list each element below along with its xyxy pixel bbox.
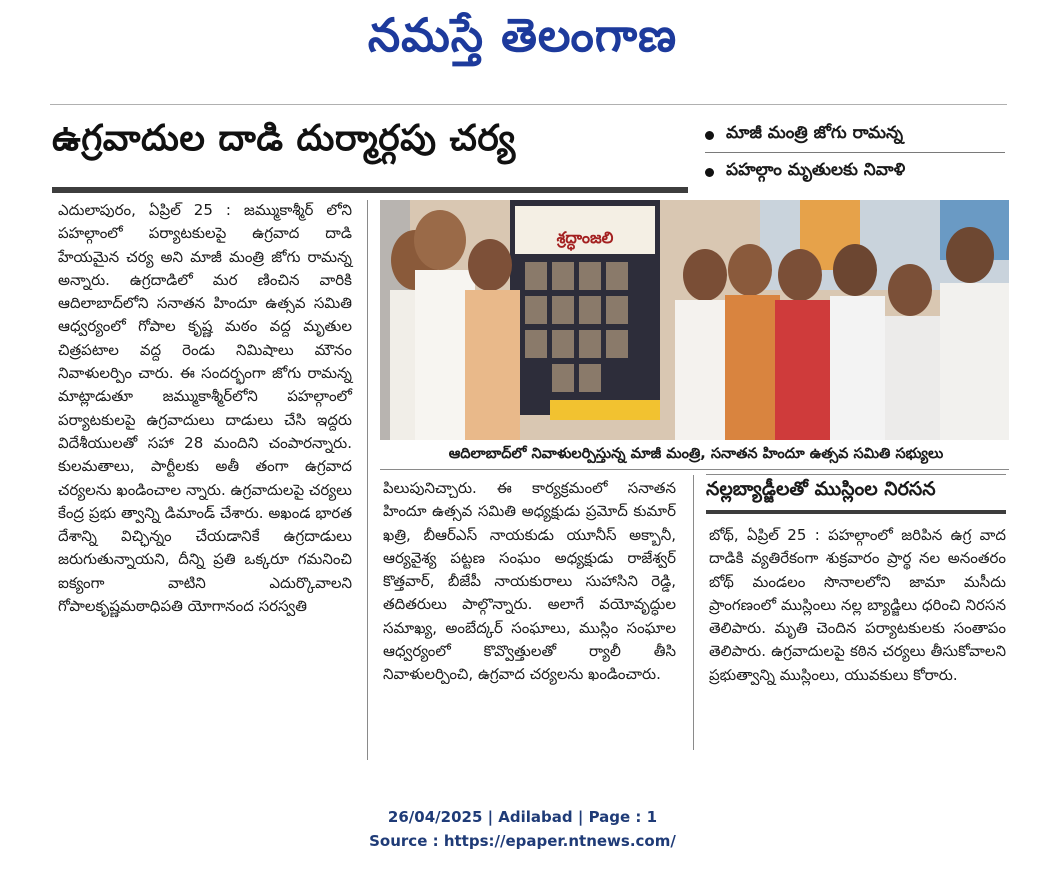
news-photo [380,200,1009,440]
column-divider [693,475,694,750]
column-divider [367,200,368,760]
caption-rule [380,469,1009,470]
footer-source: Source : https://epaper.ntnews.com/ [369,832,676,850]
masthead-logo: నమస్తే తెలంగాణ [367,8,678,62]
bullet-text: మాజీ మంత్రి జోగు రామన్న [726,123,903,143]
subarticle-top-rule [706,474,1006,475]
subarticle-headline-rule [706,510,1006,514]
article-column-left [58,199,352,618]
article-headline: ఉగ్రవాదుల దాడి దుర్మార్గపు చర్య [52,118,516,159]
photo-caption: ఆదిలాబాద్‌లో నివాళులర్పిస్తున్న మాజీ మంత్రి, సనాతన హిందూ ఉత్సవ సమితి సభ్యులు [448,446,944,462]
bullet-icon [705,168,714,177]
bullet-text: పహల్గాం మృతులకు నివాళి [726,160,906,180]
bullet-divider [705,152,1005,153]
subarticle-headline: నల్లబ్యాడ్జీలతో ముస్లింల నిరసన [706,478,936,500]
footer-dateline: 26/04/2025 | Adilabad | Page : 1 [387,808,658,826]
article-column-mid [383,477,676,687]
bullet-point [705,120,1005,150]
headline-bullets [705,120,1005,187]
article-text: బోథ్, ఏప్రిల్ 25 : పహల్గాంలో జరిపిన ఉగ్ర వాద దాడికి వ్యతిరేకంగా శుక్రవారం ప్రార్థ నల అనంతరం బోథ్ మండలం సొనాలలోని జామా మసీదు ప్రాంగణంలో ముస్లింలు నల్ల బ్యాడ్జిలు ధరించి నిరసన తెలిపారు. మృతి చెందిన పర్యాటకులకు సంతాపం తెలిపారు. ఉగ్రవాదులపై కఠిన చర్యలు తీసుకోవాలని ప్రభుత్వాన్ని ముస్లింలు, యువకులు కోరారు. [709,526,1006,684]
subarticle-body [709,524,1006,687]
article-text: ఎదులాపురం, ఏప్రిల్ 25 : జమ్ముకాశ్మీర్ లోని పహల్గాంలో పర్యాటకులపై ఉగ్రవాద దాడి హేయమైన చర్య అని మాజీ మంత్రి జోగు రామన్న అన్నారు. ఉగ్రదాడిలో మర ణించిన వారికి ఆదిలాబాద్‌లోని సనాతన హిందూ ఉత్సవ సమితి ఆధ్వర్యంలో గోపాల కృష్ణ మఠం వద్ద మృతుల చిత్రపటాల వద్ద రెండు నిమిషాలు మౌనం నివాళులర్పిం చారు. ఈ సందర్భంగా జోగు రామన్న మాట్లాడుతూ జమ్ముకాశ్మీర్‌లోని పహల్గాంలో పర్యాటకులపై ఉగ్రవాదులు దాడులు చేసి ఇద్దరు విదేశీయులతో సహా 28 మందిని చంపారన్నారు. కులమతాలు, పార్టీలకు అతీ తంగా ఉగ్రవాద చర్యలను ఖండించాల న్నారు. ఉగ్రవాదులపై చర్యలు కేంద్ర ప్రభు త్వాన్ని డిమాండ్ చేశారు. అఖండ భారత దేశాన్ని విచ్ఛిన్నం చేయడానికే ఉగ్రదాడులు జరుగుతున్నాయని, దీన్ని ప్రతి ఒక్కరూ గమనించి ఐక్యంగా వాటిని ఎదుర్కొవాలని గోపాలకృష్ణమఠాధిపతి యోగానంద సరస్వతి [58,201,352,616]
headline-rule [52,187,688,193]
banner-text: శ్రద్ధాంజలి [556,228,614,247]
bullet-point [705,157,1005,187]
masthead-divider [50,104,1007,105]
bullet-icon [705,131,714,140]
article-text: పిలుపునిచ్చారు. ఈ కార్యక్రమంలో సనాతన హిందూ ఉత్సవ సమితి అధ్యక్షుడు ప్రమోద్ కుమార్ ఖత్రి, బీఆర్‌ఎస్ నాయకుడు యూనీస్ అక్బానీ, ఆర్యవైశ్య పట్టణ సంఘం అధ్యక్షుడు రాజేశ్వర్ కొత్తవార్, బీజేపీ నాయకురాలు సుహాసిని రెడ్డి, తదితరులు పాల్గొన్నారు. అలాగే వయోవృద్ధుల సమాఖ్య, అంబేద్కర్ సంఘాలు, ముస్లిం సంఘాల ఆధ్వర్యంలో కొవ్వొత్తులతో ర్యాలీ తీసి నివాళులర్పించి, ఉగ్రవాద చర్యలను ఖండించారు. [383,479,676,684]
